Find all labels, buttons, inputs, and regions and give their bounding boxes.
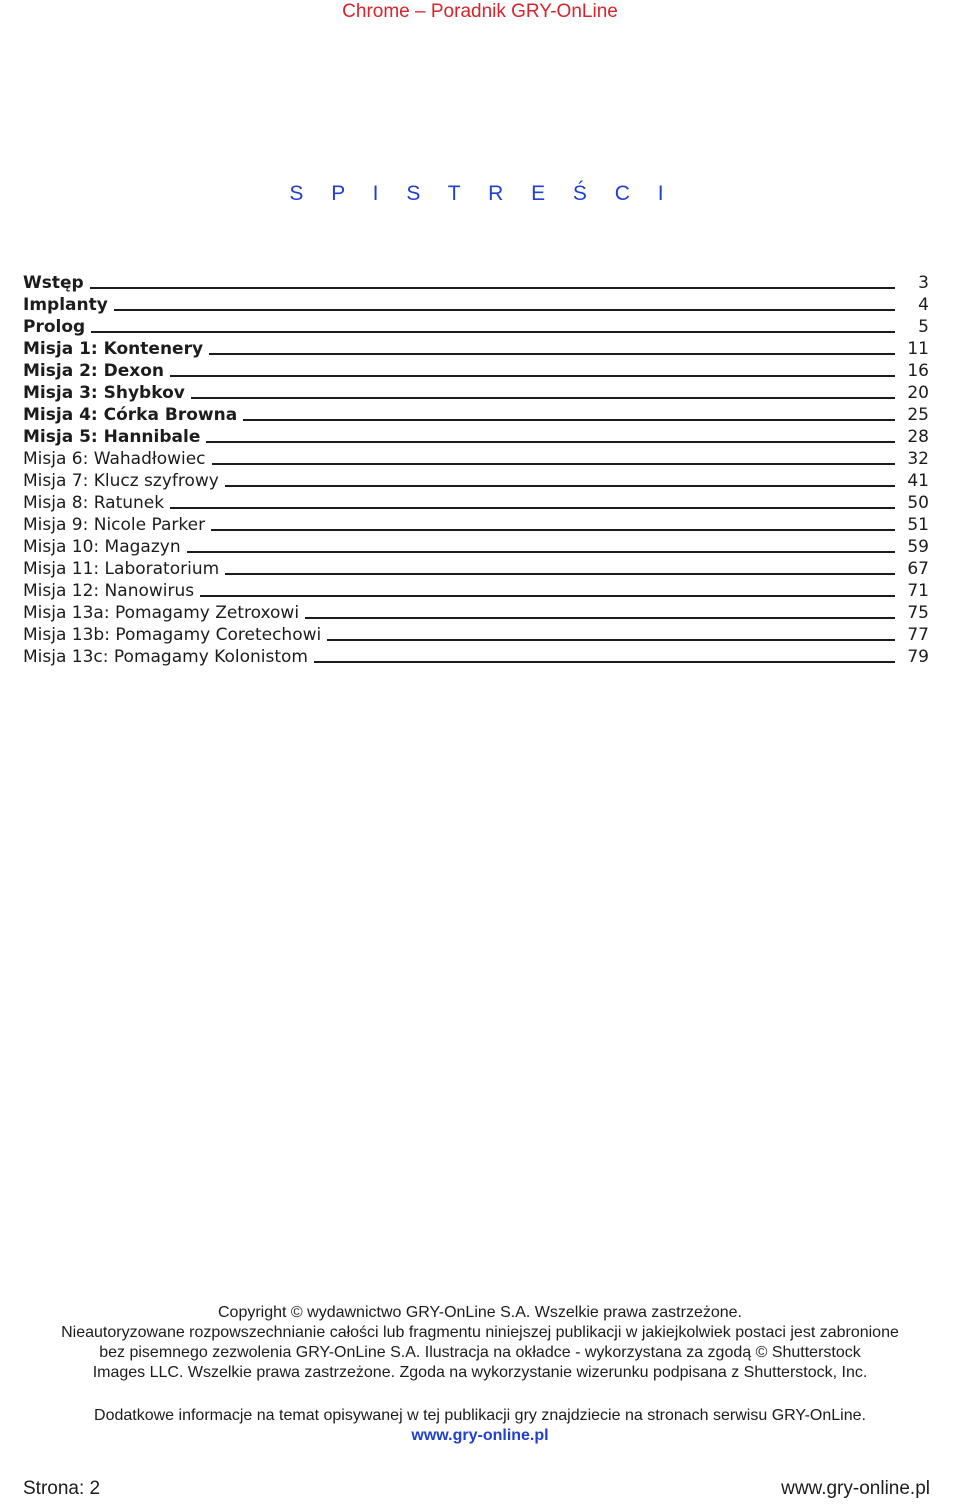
copyright-line: Images LLC. Wszelkie prawa zastrzeżone. Zgoda na wykorzystanie wizerunku podpisana z Shutterstock, Inc.: [92, 1364, 868, 1381]
toc-entry[interactable]: [23, 536, 929, 558]
toc-entry-page: 50: [907, 493, 929, 513]
toc-leader-line: [200, 595, 895, 597]
toc-entry-label: Misja 5: Hannibale: [23, 427, 201, 447]
toc-leader-line: [114, 309, 895, 311]
toc-entry-page: 79: [907, 647, 929, 667]
toc-entry-label: Misja 13c: Pomagamy Kolonistom: [23, 647, 308, 667]
page-number: Strona: 2: [23, 1478, 101, 1499]
header-separator: –: [415, 1, 426, 22]
toc-entry[interactable]: [23, 492, 929, 514]
toc-entry[interactable]: [23, 470, 929, 492]
footer-site-link[interactable]: www.gry-online.pl: [781, 1478, 930, 1499]
toc-entry-page: 20: [907, 383, 929, 403]
toc-entry-label: Misja 10: Magazyn: [23, 537, 181, 557]
toc-entry-label: Misja 8: Ratunek: [23, 493, 165, 513]
toc-entry-page: 5: [918, 317, 929, 337]
toc-leader-line: [170, 507, 895, 509]
toc-entry[interactable]: [23, 602, 929, 624]
toc-leader-line: [191, 397, 895, 399]
toc-entry[interactable]: [23, 338, 929, 360]
toc-entry-page: 3: [918, 273, 929, 293]
toc-entry[interactable]: [23, 294, 929, 316]
toc-entry-page: 41: [907, 471, 929, 491]
toc-entry[interactable]: [23, 272, 929, 294]
toc-entry-page: 16: [907, 361, 929, 381]
toc-leader-line: [225, 485, 895, 487]
toc-entry-label: Misja 2: Dexon: [23, 361, 165, 381]
toc-entry[interactable]: [23, 580, 929, 602]
additional-info: [0, 1406, 960, 1446]
toc-leader-line: [90, 287, 895, 289]
toc-entry[interactable]: [23, 448, 929, 470]
toc-leader-line: [211, 529, 895, 531]
toc-entry-label: Misja 9: Nicole Parker: [23, 515, 206, 535]
toc-leader-line: [91, 331, 895, 333]
toc-entry-page: 28: [907, 427, 929, 447]
toc-entry-label: Misja 12: Nanowirus: [23, 581, 195, 601]
toc-entry-label: Misja 1: Kontenery: [23, 339, 204, 359]
toc-leader-line: [327, 639, 895, 641]
toc-leader-line: [209, 353, 895, 355]
table-of-contents: [23, 272, 929, 668]
toc-entry-page: 11: [907, 339, 929, 359]
toc-entry[interactable]: [23, 646, 929, 668]
toc-entry-label: Misja 11: Laboratorium: [23, 559, 220, 579]
copyright-line: Nieautoryzowane rozpowszechnianie całości lub fragmentu niniejszej publikacji w jakiejkolwiek postaci jest zabronione: [61, 1324, 899, 1341]
toc-entry-label: Misja 6: Wahadłowiec: [23, 449, 206, 469]
info-text: Dodatkowe informacje na temat opisywanej w tej publikacji gry znajdziecie na stronach serwisu GRY-OnLine.: [94, 1407, 866, 1424]
toc-entry-page: 59: [907, 537, 929, 557]
toc-entry-label: Implanty: [23, 295, 108, 315]
toc-entry[interactable]: [23, 404, 929, 426]
toc-leader-line: [305, 617, 895, 619]
document-header: [0, 1, 960, 23]
toc-leader-line: [212, 463, 895, 465]
toc-entry[interactable]: [23, 382, 929, 404]
toc-entry-page: 71: [907, 581, 929, 601]
toc-entry-label: Wstęp: [23, 273, 84, 293]
toc-entry-page: 67: [907, 559, 929, 579]
toc-leader-line: [225, 573, 895, 575]
header-subtitle: Poradnik GRY-OnLine: [430, 1, 618, 22]
toc-entry[interactable]: [23, 624, 929, 646]
toc-entry-label: Misja 7: Klucz szyfrowy: [23, 471, 219, 491]
site-link[interactable]: www.gry-online.pl: [411, 1427, 549, 1444]
toc-entry-label: Misja 4: Córka Browna: [23, 405, 238, 425]
toc-entry-label: Misja 13a: Pomagamy Zetroxowi: [23, 603, 300, 623]
toc-entry-label: Misja 13b: Pomagamy Coretechowi: [23, 625, 322, 645]
toc-entry-page: 25: [907, 405, 929, 425]
header-app-name: Chrome: [342, 1, 410, 22]
toc-entry-label: Misja 3: Shybkov: [23, 383, 185, 403]
toc-leader-line: [187, 551, 895, 553]
toc-leader-line: [243, 419, 895, 421]
toc-leader-line: [314, 661, 895, 663]
toc-entry-page: 32: [907, 449, 929, 469]
toc-entry[interactable]: [23, 360, 929, 382]
toc-entry[interactable]: [23, 558, 929, 580]
toc-title: S P I S T R E Ś C I: [289, 182, 671, 205]
toc-leader-line: [170, 375, 895, 377]
toc-entry-page: 4: [918, 295, 929, 315]
toc-entry-page: 51: [907, 515, 929, 535]
toc-entry[interactable]: [23, 514, 929, 536]
toc-entry[interactable]: [23, 316, 929, 338]
toc-entry-label: Prolog: [23, 317, 86, 337]
copyright-line: bez pisemnego zezwolenia GRY-OnLine S.A. Ilustracja na okładce - wykorzystana za zgodą © Shutterstock: [99, 1344, 861, 1361]
copyright-notice: [0, 1303, 960, 1383]
copyright-line: Copyright © wydawnictwo GRY-OnLine S.A. Wszelkie prawa zastrzeżone.: [217, 1304, 742, 1321]
toc-entry-page: 77: [907, 625, 929, 645]
toc-leader-line: [206, 441, 895, 443]
toc-entry[interactable]: [23, 426, 929, 448]
toc-entry-page: 75: [907, 603, 929, 623]
